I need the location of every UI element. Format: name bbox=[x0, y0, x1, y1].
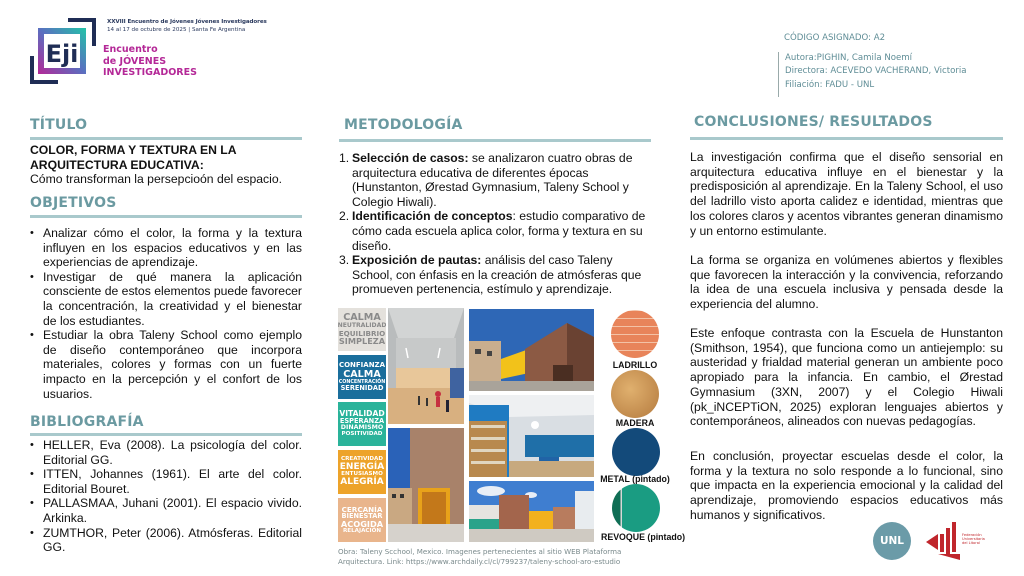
material-swatch-ladrillo bbox=[611, 310, 659, 358]
bibliography-list bbox=[30, 438, 302, 555]
ful-logo-text bbox=[962, 533, 985, 546]
item-number: 2. bbox=[339, 209, 350, 224]
mood-tile-orange bbox=[338, 450, 386, 494]
mood-tile-peach bbox=[338, 498, 386, 542]
poster-title: COLOR, FORMA Y TEXTURA EN LA ARQUITECTURA EDUCATIVA: bbox=[30, 143, 237, 172]
mood-word: ENERGÍA bbox=[339, 461, 385, 472]
conclusion-paragraph: Este enfoque contrasta con la Escuela de Hunstanton (Smithson, 1954), que funciona como un antiejemplo: su austeridad y frialdad material generan un ambiente poco apropiado para la infancia. En cambio, el Ørestad Gymnasium (3XN, 2007) y el Colegio Hiwali (pk_iNCEPTiON, 2025) exploran lenguajes abiertos y contemporáneos, alineados con nuevas pedagogías. bbox=[690, 326, 1003, 429]
ful-text-line: del Litoral bbox=[962, 541, 980, 546]
section-rule bbox=[339, 139, 651, 142]
bibliography-item: • HELLER, Eva (2008). La psicología del color. Editorial GG. bbox=[30, 438, 302, 467]
mood-word: DINAMISMO bbox=[340, 424, 384, 432]
mood-tile-green bbox=[338, 402, 386, 446]
methodology-item bbox=[339, 151, 651, 209]
event-name-line: de JÓVENES bbox=[103, 55, 167, 67]
metodologia-heading: METODOLOGÍA bbox=[344, 117, 463, 133]
mood-word: BIENESTAR bbox=[341, 512, 383, 521]
item-term: Exposición de pautas: bbox=[352, 253, 482, 268]
image-caption bbox=[338, 547, 621, 567]
photo-campus-exterior bbox=[469, 481, 594, 542]
mood-tile-blue bbox=[338, 355, 386, 399]
svg-text:Eji: Eji bbox=[45, 40, 79, 68]
item-number: 3. bbox=[339, 253, 350, 268]
mood-word: EQUILIBRIO bbox=[338, 328, 386, 338]
assigned-code: CÓDIGO ASIGNADO: A2 bbox=[784, 33, 886, 43]
author-block bbox=[778, 52, 967, 97]
photo-brick-entrance bbox=[388, 428, 464, 542]
bibliografia-heading: BIBLIOGRAFÍA bbox=[30, 414, 144, 430]
photo-gymnasium-interior bbox=[388, 308, 464, 424]
material-label: MADERA bbox=[615, 418, 655, 428]
objective-item: • Analizar cómo el color, la forma y la textura influyen en los espacios educativos y en las experiencias de aprendizaje. bbox=[30, 226, 302, 270]
caption-line: Obra: Taleny Scchool, Mexico. Imagenes pertenecientes al sitio WEB Plataforma bbox=[338, 547, 622, 556]
mood-word: CALMA bbox=[343, 368, 381, 380]
conclusion-paragraph: La investigación confirma que el diseño sensorial en arquitectura educativa influye en el bienestar y la predisposición al aprendizaje. En la Taleny School, el uso del ladrillo visto aporta calidez e identidad, mientras que los colores claros y acentos vibrantes generan dinamismo y un entorno estimulante. bbox=[690, 150, 1003, 238]
methodology-item bbox=[339, 253, 651, 297]
mood-word: CERCANÍA bbox=[341, 504, 383, 514]
section-rule bbox=[30, 433, 302, 436]
objective-item: • Investigar de qué manera la aplicación consciente de estos elementos puede favorecer la concentración, la creatividad y el bienestar de los estudiantes. bbox=[30, 270, 302, 328]
mood-word: CONFIANZA bbox=[338, 361, 386, 370]
bibliography-item: • PALLASMAA, Juhani (2001). El espacio vivido. Arkinka. bbox=[30, 496, 302, 525]
item-term: Selección de casos: bbox=[352, 151, 469, 165]
objetivos-heading: OBJETIVOS bbox=[30, 195, 117, 211]
conclusion-paragraph: En conclusión, proyectar escuelas desde el color, la forma y la textura no solo responde a lo funcional, sino que impacta en la experiencia emocional y la calidad del aprendizaje, promoviendo espacios educativos más humanos y significativos. bbox=[690, 449, 1003, 522]
objectives-list bbox=[30, 226, 302, 401]
material-label: REVOQUE (pintado) bbox=[600, 532, 686, 542]
photo-library-interior bbox=[469, 395, 594, 477]
conclusion-paragraph: La forma se organiza en volúmenes abiertos y flexibles que favorecen la interacción y la convivencia, reforzando la idea de una escuela inclusiva y pensada desde la experiencia del alumno. bbox=[690, 253, 1003, 312]
material-swatch-metal bbox=[612, 428, 660, 476]
item-term: Identificación de conceptos bbox=[352, 209, 513, 224]
material-swatch-revoque bbox=[612, 484, 660, 532]
conclusiones-heading: CONCLUSIONES/ RESULTADOS bbox=[694, 114, 933, 130]
titulo-heading: TÍTULO bbox=[30, 117, 88, 133]
mood-word: CALMA bbox=[343, 312, 381, 324]
mood-word: CREATIVIDAD bbox=[340, 455, 384, 462]
mood-word: RELAJACIÓN bbox=[342, 527, 382, 534]
event-name-line: INVESTIGADORES bbox=[103, 67, 197, 78]
director: Directora: ACEVEDO VACHERAND, Victoria bbox=[785, 66, 967, 77]
item-text: análisis del caso Taleny School, con énfasis en la creación de atmósferas que promueven pertenencia, estímulo y aprendizaje. bbox=[352, 253, 642, 297]
caption-line: Arquitectura. Link: https://www.archdaily.cl/cl/799237/taleny-school-aro-estudio bbox=[338, 557, 621, 567]
unl-logo: UNL bbox=[873, 522, 911, 560]
ful-text-line: Federación bbox=[962, 533, 982, 537]
methodology-item bbox=[339, 209, 651, 253]
mood-word: ENTUSIASMO bbox=[341, 471, 383, 477]
eji-logo bbox=[30, 18, 96, 84]
mood-word: SERENIDAD bbox=[340, 383, 384, 392]
objective-item: • Estudiar la obra Taleny School como ejemplo de diseño contemporáneo que incorpora materiales, colores y formas con un fuerte impacto en la percepción y el confort de los usuarios. bbox=[30, 328, 302, 401]
event-edition: XXVIII Encuentro de Jóvenes Jóvenes Investigadores bbox=[107, 19, 267, 25]
mood-word: CONCENTRACIÓN bbox=[338, 379, 386, 385]
bibliography-item: • ITTEN, Johannes (1961). El arte del color. Editorial Bouret. bbox=[30, 467, 302, 496]
section-rule bbox=[30, 137, 302, 140]
mood-word: ALEGRÍA bbox=[340, 476, 384, 487]
mood-word: ESPERANZA bbox=[339, 417, 385, 426]
section-rule bbox=[30, 215, 302, 218]
photo-exterior-yellow bbox=[469, 309, 594, 391]
event-dates: 14 al 17 de octubre de 2025 | Santa Fe Argentina bbox=[107, 27, 246, 33]
mood-word: SIMPLEZA bbox=[338, 336, 386, 347]
material-label: METAL (pintado) bbox=[600, 474, 670, 484]
author: Autora:PIGHIN, Camila Noemí bbox=[785, 53, 913, 63]
material-swatch-madera bbox=[611, 370, 659, 418]
ful-text-line: Universitaria bbox=[962, 537, 985, 542]
bibliography-item: • ZUMTHOR, Peter (2006). Atmósferas. Editorial GG. bbox=[30, 526, 302, 555]
methodology-list bbox=[339, 151, 651, 297]
affiliation: Filiación: FADU - UNL bbox=[785, 79, 875, 90]
mood-word: NEUTRALIDAD bbox=[338, 322, 386, 330]
event-name-line: Encuentro bbox=[103, 44, 158, 55]
event-name bbox=[103, 44, 197, 79]
item-number: 1. bbox=[339, 151, 350, 165]
mood-word: POSITIVIDAD bbox=[341, 430, 383, 437]
mood-word: ACOGIDA bbox=[340, 519, 384, 529]
section-rule bbox=[690, 137, 1003, 140]
mood-word: VITALIDAD bbox=[339, 409, 385, 419]
mood-tile-neutral bbox=[338, 308, 386, 351]
item-text: se analizaron cuatro obras de arquitectura educativa de diferentes épocas (Hunstanton, Ørestad Gymnasium, Taleny School y Colegio Hiwali). bbox=[352, 151, 633, 209]
poster-subtitle: Cómo transforman la persepcioón del espacio. bbox=[30, 172, 283, 186]
material-label: LADRILLO bbox=[612, 360, 658, 370]
item-text: : estudio comparativo de cómo cada escuela aplica color, forma y textura en su diseño. bbox=[352, 209, 646, 253]
